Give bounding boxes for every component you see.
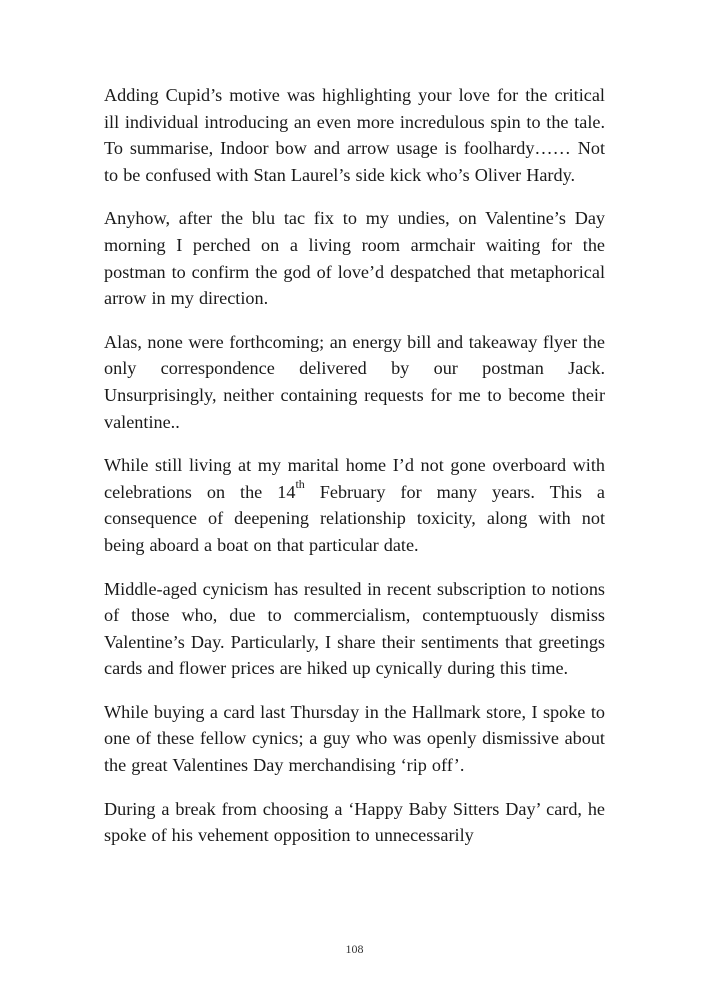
page-body	[104, 82, 605, 866]
paragraph-7: During a break from choosing a ‘Happy Baby Sitters Day’ card, he spoke of his vehement opposition to unnecessarily	[104, 798, 605, 846]
paragraph-5: Middle-aged cynicism has resulted in recent subscription to notions of those who, due to commercialism, contemptuously dismiss Valentine’s Day. Particularly, I share their sentiments that greetings cards and flower prices are hiked up cynically during this time.	[104, 578, 605, 679]
paragraph-6: While buying a card last Thursday in the Hallmark store, I spoke to one of these fellow cynics; a guy who was openly dismissive about the great Valentines Day merchandising ‘rip off’.	[104, 701, 605, 776]
page-number: 108	[345, 942, 364, 956]
paragraph-4-before: While still living at my marital home I’d not gone overboard with celebrations on the 14	[104, 455, 605, 502]
paragraph-1: Adding Cupid’s motive was highlighting your love for the critical ill individual introducing an even more incredulous spin to the tale. To summarise, Indoor bow and arrow usage is foolhardy…… Not to be confused with Stan Laurel’s side kick who’s Oliver Hardy.	[104, 85, 605, 185]
ordinal-suffix: th	[295, 476, 305, 491]
paragraph-4	[104, 452, 605, 558]
paragraph-4-after: February for many years. This a consequence of deepening relationship toxicity, along with not being aboard a boat on that particular date.	[104, 481, 605, 555]
paragraph-3: Alas, none were forthcoming; an energy bill and takeaway flyer the only correspondence delivered by our postman Jack. Unsurprisingly, neither containing requests for me to become their valentine..	[104, 331, 605, 432]
paragraph-2: Anyhow, after the blu tac fix to my undies, on Valentine’s Day morning I perched on a living room armchair waiting for the postman to confirm the god of love’d despatched that metaphorical arrow in my direction.	[104, 208, 605, 309]
